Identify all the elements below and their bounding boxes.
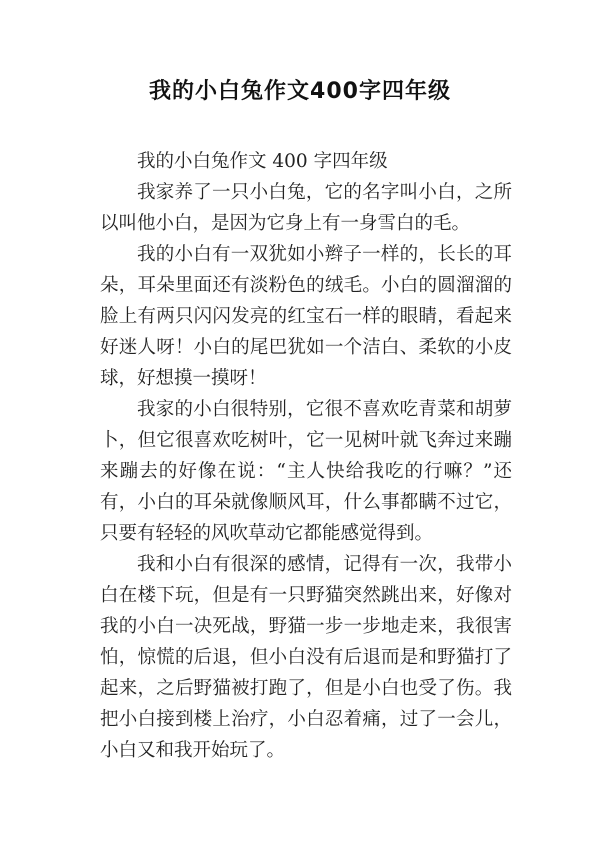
paragraph: 我家的小白很特别，它很不喜欢吃青菜和胡萝卜，但它很喜欢吃树叶，它一见树叶就飞奔过来蹦来蹦去的好像在说：“主人快给我吃的行嘛？”还有，小白的耳朵就像顺风耳，什么事都瞒不过它，只要有轻轻的风吹草动它都能感觉得到。 <box>100 399 512 544</box>
paragraph: 我家养了一只小白兔，它的名字叫小白，之所以叫他小白，是因为它身上有一身雪白的毛。 <box>100 182 512 234</box>
paragraph: 我和小白有很深的感情，记得有一次，我带小白在楼下玩，但是有一只野猫突然跳出来，好像对我的小白一决死战，野猫一步一步地走来，我很害怕，惊慌的后退，但小白没有后退而是和野猫打了起来，之后野猫被打跑了，但是小白也受了伤。我把小白接到楼上治疗，小白忍着痛，过了一会儿，小白又和我开始玩了。 <box>100 554 512 761</box>
subtitle-paragraph: 我的小白兔作文 400 字四年级 <box>137 151 388 172</box>
paragraph: 我的小白有一双犹如小辫子一样的，长长的耳朵，耳朵里面还有淡粉色的绒毛。小白的圆溜溜的脸上有两只闪闪发亮的红宝石一样的眼睛，看起来好迷人呀！小白的尾巴犹如一个洁白、柔软的小皮球，好想摸一摸呀！ <box>100 244 512 389</box>
document-title: 我的小白兔作文400字四年级 <box>149 79 451 104</box>
document-body <box>100 146 512 766</box>
